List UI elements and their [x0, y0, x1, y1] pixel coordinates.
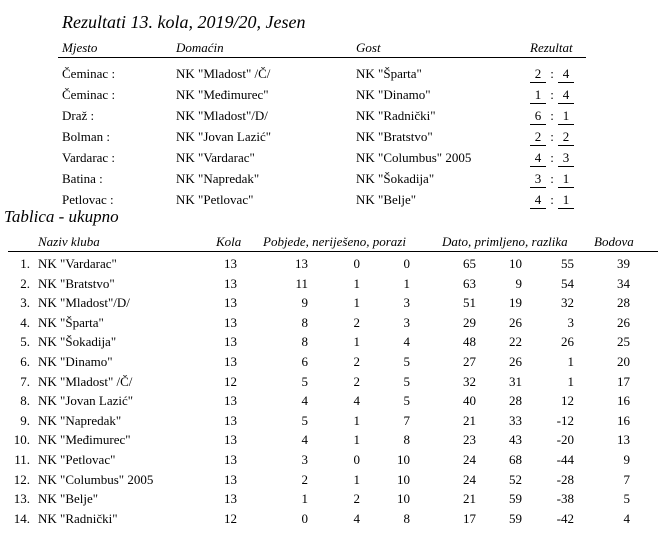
- row-rank: 2.: [20, 276, 30, 291]
- row-goals-for: 63: [463, 276, 476, 291]
- standings-title: Tablica - ukupno: [4, 207, 119, 226]
- table-row: [0, 393, 672, 412]
- row-wins: 11: [295, 276, 308, 291]
- result-guest-goals: 2: [558, 129, 574, 146]
- row-points: 39: [617, 256, 630, 271]
- row-played: 13: [224, 413, 237, 428]
- row-draws: 1: [353, 472, 360, 487]
- row-rank: 10.: [13, 432, 30, 447]
- row-goals-for: 24: [463, 472, 476, 487]
- row-goals-against: 52: [509, 472, 522, 487]
- result-home-team: NK "Vardarac": [176, 150, 255, 165]
- row-club: NK "Međimurec": [38, 432, 131, 447]
- table-row: [0, 491, 672, 510]
- result-place: Draž :: [62, 108, 95, 123]
- row-points: 28: [617, 295, 630, 310]
- row-points: 20: [617, 354, 630, 369]
- row-goals-for: 21: [463, 491, 476, 506]
- row-wins: 8: [301, 334, 308, 349]
- row-wins: 2: [301, 472, 308, 487]
- result-guest-team: NK "Belje": [356, 192, 417, 207]
- row-played: 13: [224, 354, 237, 369]
- row-played: 13: [224, 393, 237, 408]
- row-club: NK "Radnički": [38, 511, 118, 526]
- result-row: [0, 171, 672, 191]
- row-losses: 7: [403, 413, 410, 428]
- row-goal-diff: -20: [556, 432, 574, 447]
- row-goals-against: 26: [509, 315, 522, 330]
- col-wdl-header: Pobjede, neriješeno, porazi: [263, 234, 406, 249]
- row-wins: 0: [301, 511, 308, 526]
- row-club: NK "Columbus" 2005: [38, 472, 154, 487]
- table-row: [0, 472, 672, 491]
- table-row: [0, 374, 672, 393]
- row-goals-against: 22: [509, 334, 522, 349]
- result-row: [0, 108, 672, 128]
- table-header-divider: [8, 251, 658, 252]
- row-draws: 2: [353, 315, 360, 330]
- header-place: Mjesto: [62, 40, 98, 55]
- table-row: [0, 315, 672, 334]
- row-goals-for: 65: [463, 256, 476, 271]
- row-rank: 5.: [20, 334, 30, 349]
- result-home-team: NK "Petlovac": [176, 192, 254, 207]
- row-goal-diff: 1: [567, 374, 574, 389]
- row-goals-against: 59: [509, 491, 522, 506]
- result-home-team: NK "Napredak": [176, 171, 260, 186]
- row-losses: 5: [403, 354, 410, 369]
- row-losses: 3: [403, 315, 410, 330]
- row-losses: 0: [403, 256, 410, 271]
- header-home: Domaćin: [176, 40, 224, 55]
- row-goal-diff: 1: [567, 354, 574, 369]
- row-draws: 1: [353, 295, 360, 310]
- row-losses: 3: [403, 295, 410, 310]
- result-row: [0, 150, 672, 170]
- row-goals-for: 27: [463, 354, 476, 369]
- result-separator: :: [550, 87, 554, 102]
- row-played: 13: [224, 334, 237, 349]
- table-row: [0, 334, 672, 353]
- result-home-team: NK "Jovan Lazić": [176, 129, 272, 144]
- row-draws: 2: [353, 354, 360, 369]
- row-goals-against: 28: [509, 393, 522, 408]
- row-wins: 3: [301, 452, 308, 467]
- header-result: Rezultat: [530, 40, 573, 55]
- result-home-goals: 2: [530, 66, 546, 83]
- result-place: Petlovac :: [62, 192, 114, 207]
- row-losses: 10: [397, 472, 410, 487]
- row-goal-diff: 54: [561, 276, 574, 291]
- row-goals-against: 10: [509, 256, 522, 271]
- row-club: NK "Dinamo": [38, 354, 113, 369]
- header-guest: Gost: [356, 40, 381, 55]
- table-row: [0, 295, 672, 314]
- col-played-header: Kola: [216, 234, 242, 249]
- result-separator: :: [550, 150, 554, 165]
- row-wins: 9: [301, 295, 308, 310]
- result-home-team: NK "Mladost"/D/: [176, 108, 268, 123]
- row-goal-diff: 12: [561, 393, 574, 408]
- row-goals-against: 26: [509, 354, 522, 369]
- row-points: 16: [617, 413, 630, 428]
- row-rank: 9.: [20, 413, 30, 428]
- row-goals-against: 68: [509, 452, 522, 467]
- row-points: 16: [617, 393, 630, 408]
- row-goal-diff: -44: [556, 452, 574, 467]
- table-row: [0, 452, 672, 471]
- result-place: Vardarac :: [62, 150, 116, 165]
- result-separator: :: [550, 66, 554, 81]
- row-played: 13: [224, 256, 237, 271]
- row-losses: 8: [403, 432, 410, 447]
- row-wins: 1: [301, 491, 308, 506]
- row-draws: 0: [353, 256, 360, 271]
- row-goal-diff: 26: [561, 334, 574, 349]
- row-played: 13: [224, 315, 237, 330]
- row-played: 13: [224, 491, 237, 506]
- row-draws: 1: [353, 413, 360, 428]
- row-losses: 10: [397, 452, 410, 467]
- result-guest-team: NK "Dinamo": [356, 87, 431, 102]
- row-draws: 4: [353, 393, 360, 408]
- row-goals-for: 40: [463, 393, 476, 408]
- result-home-goals: 4: [530, 150, 546, 167]
- result-separator: :: [550, 171, 554, 186]
- result-place: Čeminac :: [62, 66, 116, 81]
- result-separator: :: [550, 129, 554, 144]
- row-club: NK "Vardarac": [38, 256, 117, 271]
- row-goals-for: 17: [463, 511, 476, 526]
- row-losses: 4: [403, 334, 410, 349]
- row-goals-against: 43: [509, 432, 522, 447]
- row-goal-diff: -28: [556, 472, 574, 487]
- row-goals-for: 24: [463, 452, 476, 467]
- result-place: Batina :: [62, 171, 103, 186]
- row-points: 17: [617, 374, 630, 389]
- row-draws: 0: [353, 452, 360, 467]
- result-guest-goals: 1: [558, 108, 574, 125]
- row-goal-diff: 55: [561, 256, 574, 271]
- row-rank: 8.: [20, 393, 30, 408]
- row-rank: 12.: [13, 472, 30, 487]
- row-draws: 2: [353, 491, 360, 506]
- result-row: [0, 87, 672, 107]
- row-wins: 6: [301, 354, 308, 369]
- result-home-team: NK "Međimurec": [176, 87, 269, 102]
- row-goals-against: 59: [509, 511, 522, 526]
- row-losses: 1: [403, 276, 410, 291]
- row-wins: 4: [301, 432, 308, 447]
- result-row: [0, 66, 672, 86]
- result-place: Čeminac :: [62, 87, 116, 102]
- row-goal-diff: -38: [556, 491, 574, 506]
- header-divider: [58, 57, 586, 58]
- result-guest-team: NK "Šparta": [356, 66, 422, 81]
- row-draws: 1: [353, 276, 360, 291]
- row-played: 12: [224, 374, 237, 389]
- table-row: [0, 276, 672, 295]
- row-goal-diff: 3: [567, 315, 574, 330]
- result-separator: :: [550, 192, 554, 207]
- result-home-team: NK "Mladost" /Č/: [176, 66, 271, 81]
- result-guest-team: NK "Bratstvo": [356, 129, 433, 144]
- row-club: NK "Petlovac": [38, 452, 116, 467]
- row-club: NK "Mladost" /Č/: [38, 374, 133, 389]
- row-played: 13: [224, 432, 237, 447]
- row-losses: 5: [403, 393, 410, 408]
- results-title: Rezultati 13. kola, 2019/20, Jesen: [62, 12, 306, 32]
- result-home-goals: 3: [530, 171, 546, 188]
- row-club: NK "Napredak": [38, 413, 122, 428]
- row-points: 7: [623, 472, 630, 487]
- row-played: 13: [224, 452, 237, 467]
- row-goals-for: 32: [463, 374, 476, 389]
- result-guest-goals: 1: [558, 192, 574, 209]
- table-row: [0, 256, 672, 275]
- row-rank: 3.: [20, 295, 30, 310]
- row-points: 25: [617, 334, 630, 349]
- row-rank: 7.: [20, 374, 30, 389]
- row-wins: 5: [301, 413, 308, 428]
- row-goal-diff: -42: [556, 511, 574, 526]
- row-goals-against: 31: [509, 374, 522, 389]
- row-club: NK "Šparta": [38, 315, 104, 330]
- row-points: 9: [623, 452, 630, 467]
- result-separator: :: [550, 108, 554, 123]
- result-home-goals: 1: [530, 87, 546, 104]
- row-losses: 10: [397, 491, 410, 506]
- table-row: [0, 413, 672, 432]
- col-points-header: Bodova: [594, 234, 634, 249]
- row-rank: 4.: [20, 315, 30, 330]
- result-row: [0, 129, 672, 149]
- result-guest-goals: 4: [558, 66, 574, 83]
- row-points: 5: [623, 491, 630, 506]
- row-played: 13: [224, 472, 237, 487]
- row-club: NK "Mladost"/D/: [38, 295, 130, 310]
- row-goals-against: 9: [515, 276, 522, 291]
- row-rank: 6.: [20, 354, 30, 369]
- row-club: NK "Jovan Lazić": [38, 393, 134, 408]
- row-club: NK "Belje": [38, 491, 99, 506]
- result-home-goals: 4: [530, 192, 546, 209]
- row-wins: 4: [301, 393, 308, 408]
- result-guest-team: NK "Šokadija": [356, 171, 435, 186]
- row-club: NK "Bratstvo": [38, 276, 115, 291]
- table-row: [0, 354, 672, 373]
- row-goals-for: 51: [463, 295, 476, 310]
- table-row: [0, 432, 672, 451]
- row-losses: 8: [403, 511, 410, 526]
- row-goal-diff: 32: [561, 295, 574, 310]
- row-goals-against: 19: [509, 295, 522, 310]
- row-points: 34: [617, 276, 630, 291]
- row-rank: 14.: [13, 511, 30, 526]
- result-guest-goals: 4: [558, 87, 574, 104]
- row-points: 4: [623, 511, 630, 526]
- result-guest-team: NK "Radnički": [356, 108, 436, 123]
- result-guest-goals: 3: [558, 150, 574, 167]
- row-played: 12: [224, 511, 237, 526]
- row-wins: 8: [301, 315, 308, 330]
- row-goal-diff: -12: [556, 413, 574, 428]
- row-goals-against: 33: [509, 413, 522, 428]
- col-goals-header: Dato, primljeno, razlika: [442, 234, 568, 249]
- table-row: [0, 511, 672, 530]
- row-played: 13: [224, 276, 237, 291]
- result-home-goals: 6: [530, 108, 546, 125]
- col-club-header: Naziv kluba: [38, 234, 100, 249]
- row-draws: 2: [353, 374, 360, 389]
- row-goals-for: 23: [463, 432, 476, 447]
- row-rank: 1.: [20, 256, 30, 271]
- result-home-goals: 2: [530, 129, 546, 146]
- row-wins: 5: [301, 374, 308, 389]
- row-draws: 4: [353, 511, 360, 526]
- row-draws: 1: [353, 432, 360, 447]
- row-goals-for: 29: [463, 315, 476, 330]
- row-goals-for: 21: [463, 413, 476, 428]
- row-losses: 5: [403, 374, 410, 389]
- row-goals-for: 48: [463, 334, 476, 349]
- result-guest-team: NK "Columbus" 2005: [356, 150, 472, 165]
- row-rank: 11.: [14, 452, 30, 467]
- row-wins: 13: [295, 256, 308, 271]
- row-club: NK "Šokadija": [38, 334, 117, 349]
- row-draws: 1: [353, 334, 360, 349]
- result-place: Bolman :: [62, 129, 111, 144]
- row-points: 26: [617, 315, 630, 330]
- row-played: 13: [224, 295, 237, 310]
- result-guest-goals: 1: [558, 171, 574, 188]
- row-points: 13: [617, 432, 630, 447]
- row-rank: 13.: [13, 491, 30, 506]
